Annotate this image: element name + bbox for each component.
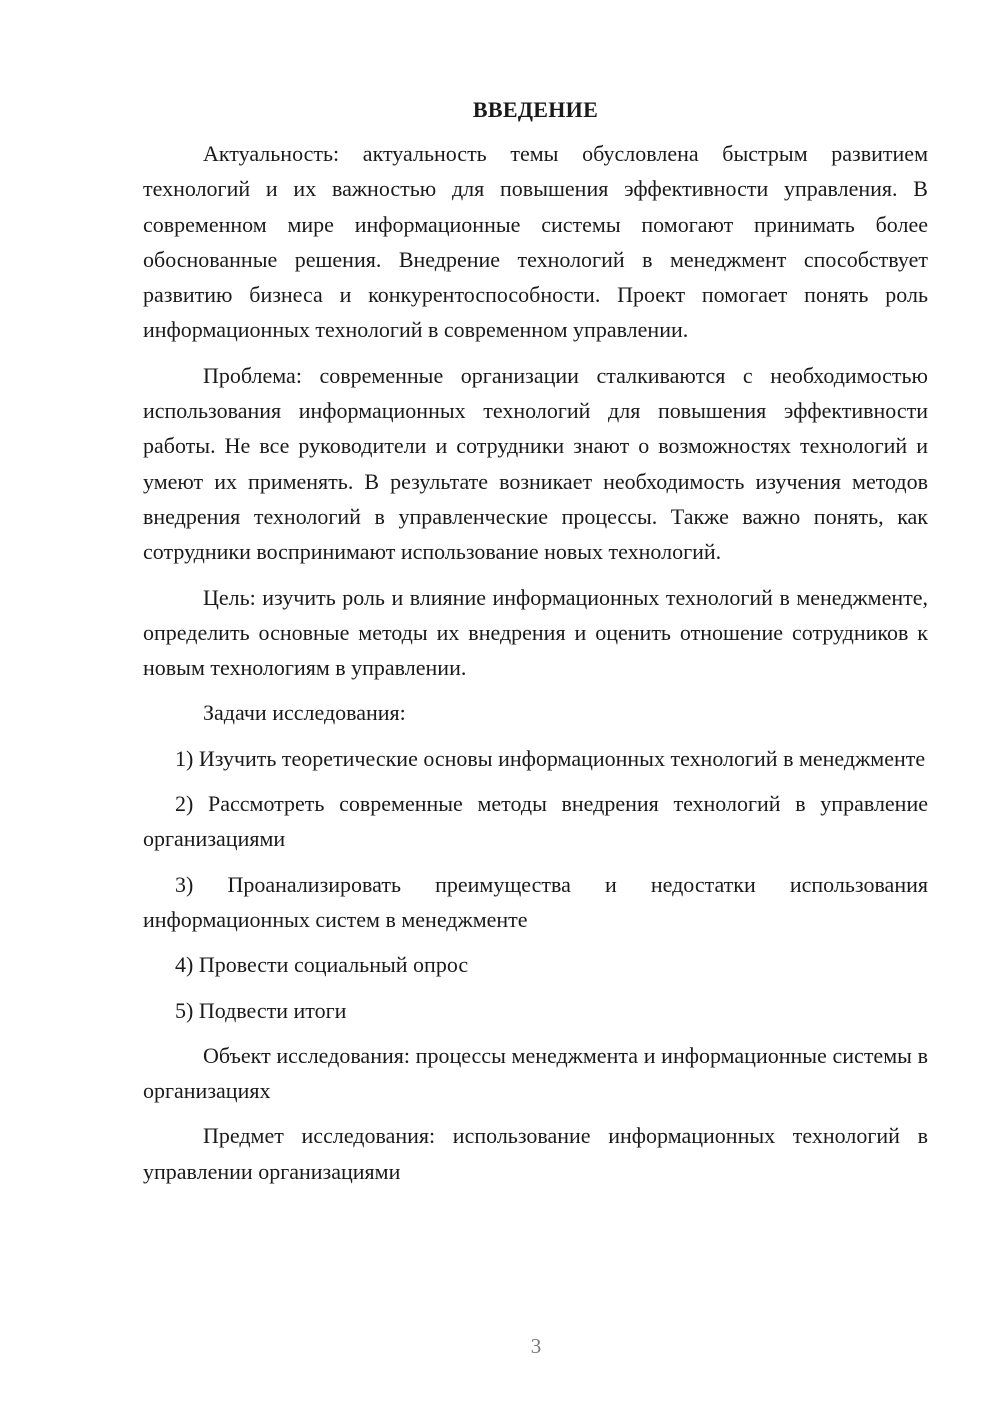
object-paragraph: Объект исследования: процессы менеджмента и информационные системы в организациях bbox=[143, 1042, 928, 1104]
section-title: ВВЕДЕНИЕ bbox=[472, 97, 599, 122]
task-item-1: 1) Изучить теоретические основы информационных технологий в менеджменте bbox=[175, 745, 926, 771]
task-item-4: 4) Провести социальный опрос bbox=[175, 952, 469, 978]
document-page bbox=[143, 92, 928, 1199]
relevance-paragraph: Актуальность: актуальность темы обусловлена быстрым развитием технологий и их важностью для повышения эффективности управления. В современном мире информационные системы помогают принимать более обоснованные решения. Внедрение технологий в менеджмент способствует развитию бизнеса и конкурентоспособности. Проект помогает понять роль информационных технологий в современном управлении. bbox=[143, 141, 928, 343]
goal-paragraph: Цель: изучить роль и влияние информационных технологий в менеджменте, определить основные методы их внедрения и оценить отношение сотрудников к новым технологиям в управлении. bbox=[143, 584, 928, 681]
subject-paragraph: Предмет исследования: использование информационных технологий в управлении организациями bbox=[143, 1123, 928, 1184]
task-item-3: 3) Проанализировать преимущества и недостатки использования информационных систем в менеджменте bbox=[143, 871, 928, 932]
task-item-5: 5) Подвести итоги bbox=[175, 997, 347, 1023]
problem-paragraph: Проблема: современные организации сталкиваются с необходимостью использования информационных технологий для повышения эффективности работы. Не все руководители и сотрудники знают о возможностях технологий и умеют их применять. В результате возникает необходимость изучения методов внедрения технологий в управленческие процессы. Также важно понять, как сотрудники воспринимают использование новых технологий. bbox=[143, 362, 928, 565]
page-number: 3 bbox=[530, 1334, 542, 1358]
tasks-heading: Задачи исследования: bbox=[203, 700, 406, 726]
task-item-2: 2) Рассмотреть современные методы внедрения технологий в управление организациями bbox=[143, 791, 928, 852]
